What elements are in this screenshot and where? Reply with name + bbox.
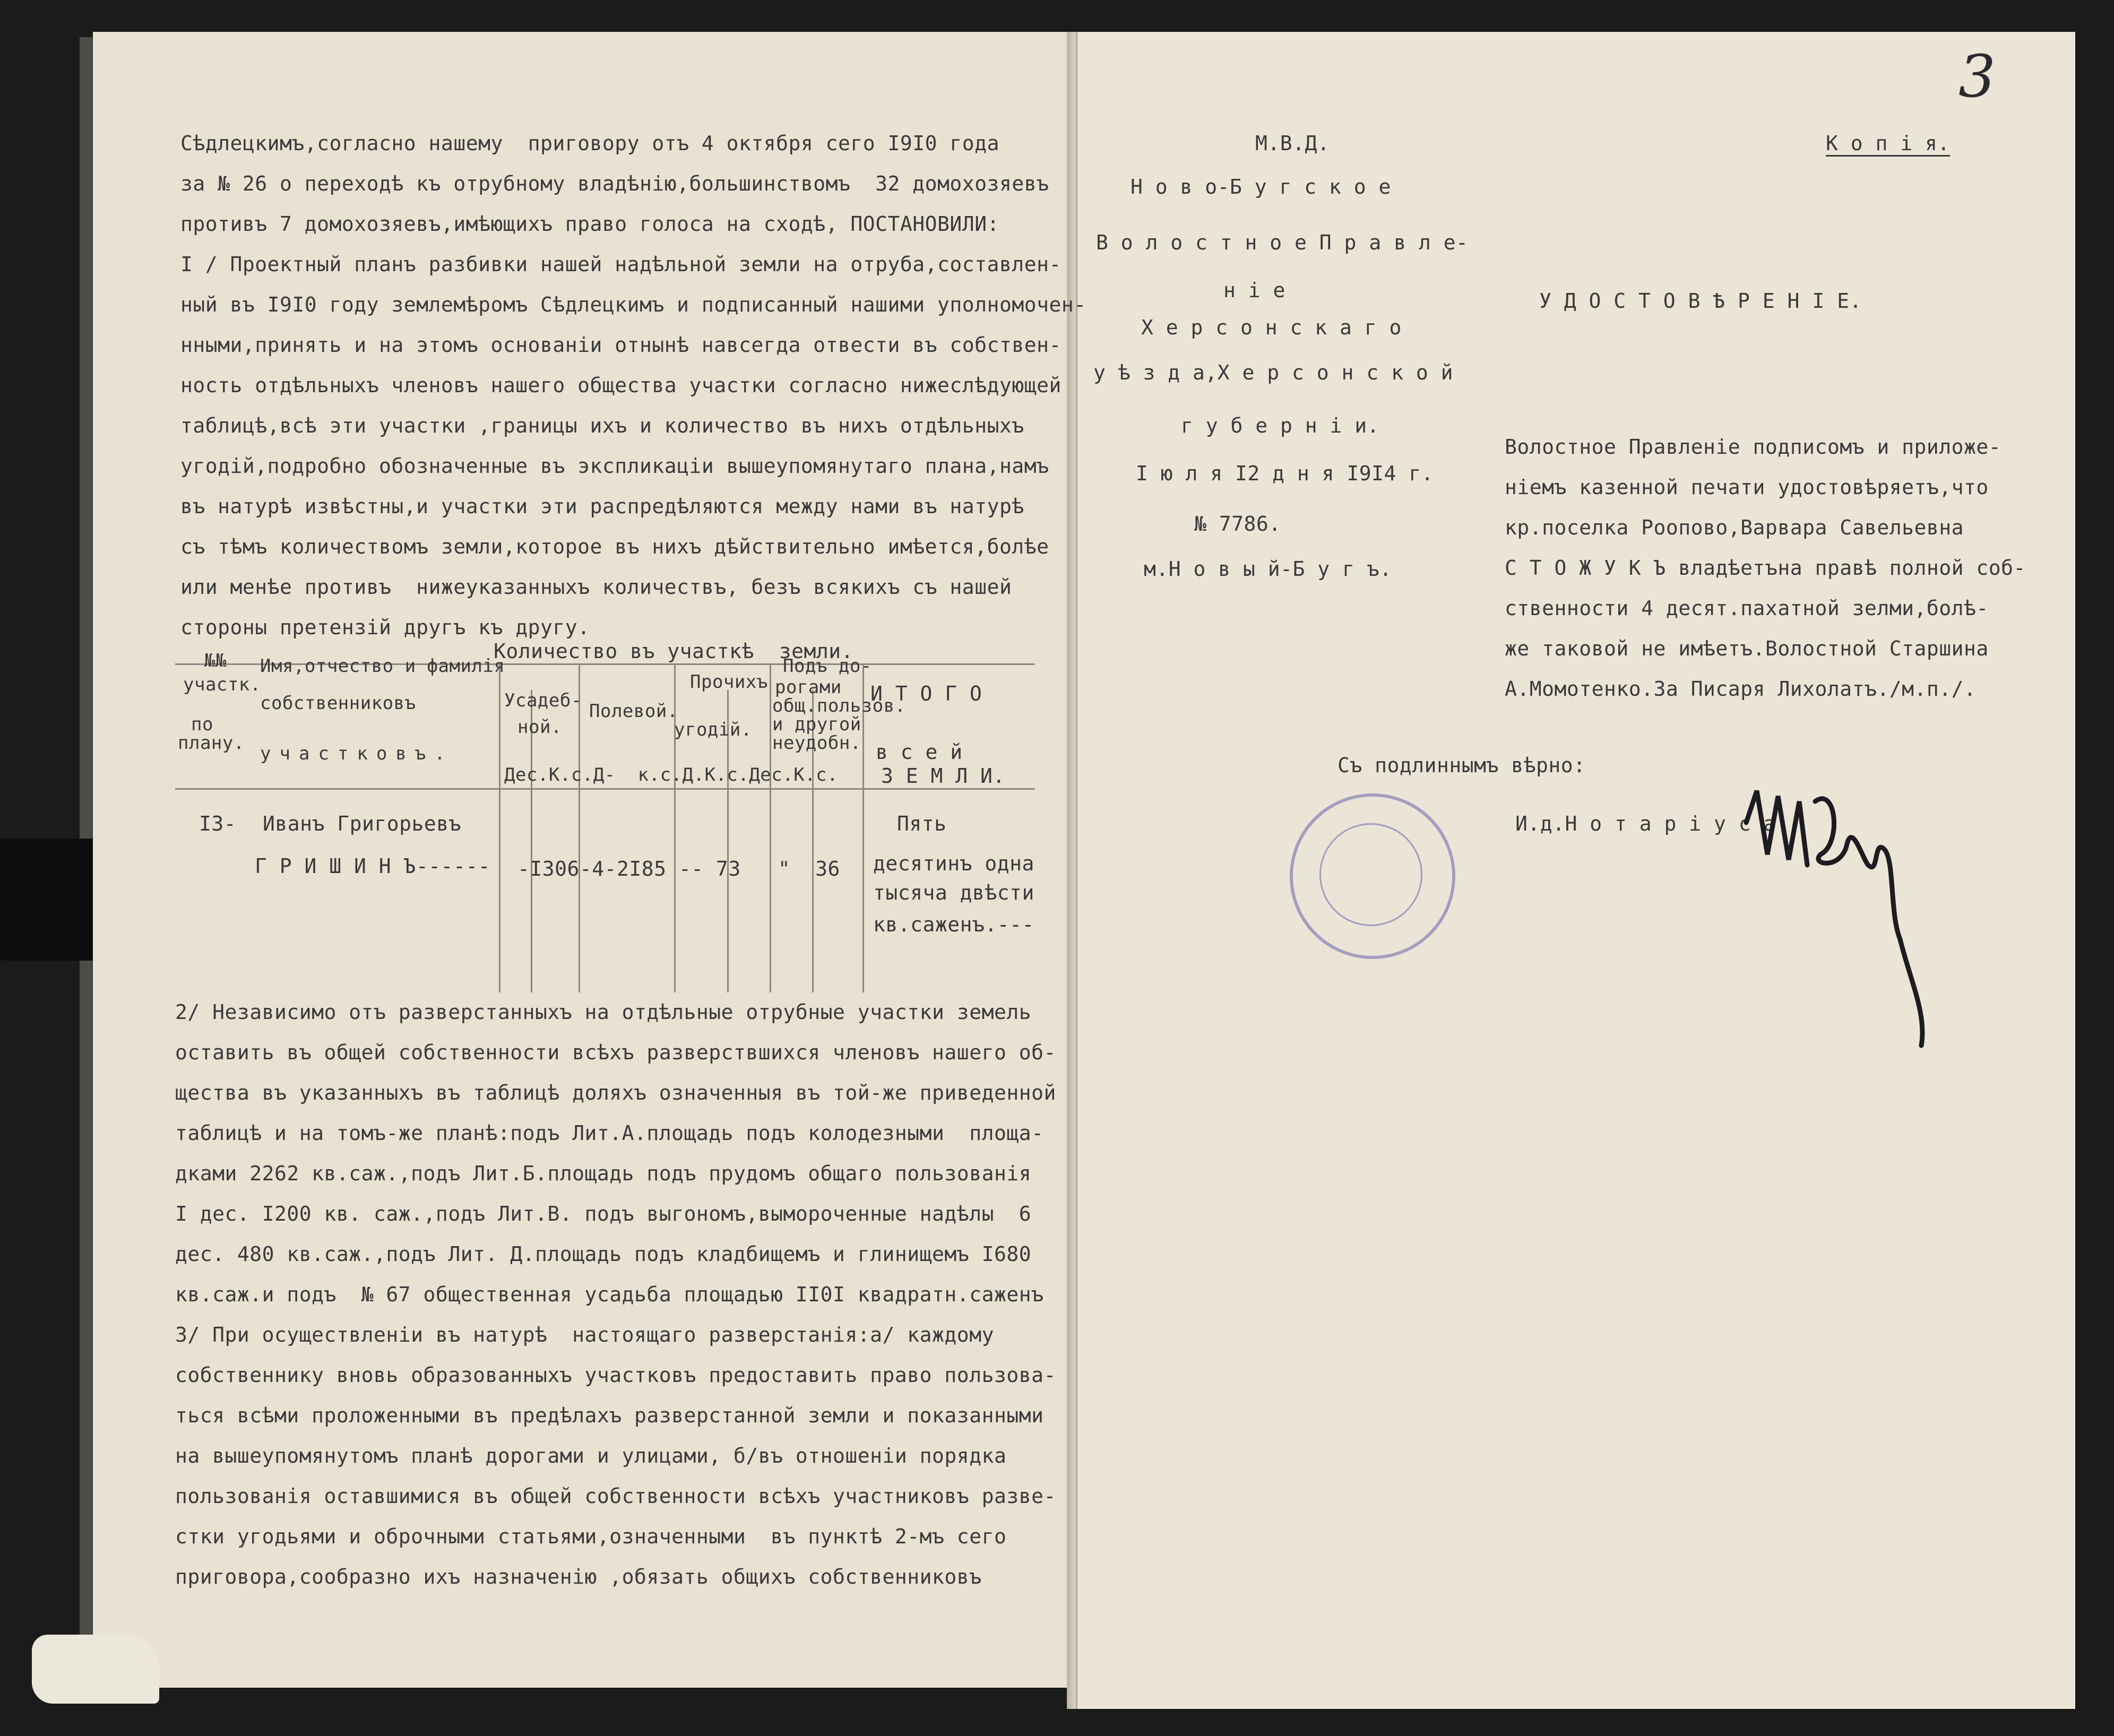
header-line-6: у ѣ з д а,Х е р с о н с к о й [1093, 361, 1453, 384]
text-line: I дес. I200 кв. саж.,подъ Лит.В. подъ выгономъ,вымороченные надѣлы 6 [175, 1202, 1032, 1225]
text-line: 2/ Независимо отъ разверстанныхъ на отдѣльные отрубные участки земель [175, 1000, 1032, 1024]
header-name-2: собственниковъ [260, 693, 416, 714]
header-dorog-4: и другой [772, 714, 861, 735]
header-no-2: участк. [183, 674, 261, 695]
text-line: угодiй,подробно обозначенные въ экспликацiи вышеупомянутаго плана,намъ [180, 454, 1049, 478]
official-seal-stamp [1290, 793, 1455, 959]
header-line-4: н i е [1223, 279, 1285, 302]
header-itogo-2: в с е й [876, 740, 963, 764]
header-no-4: плану. [178, 732, 245, 754]
text-line: приговора,сообразно ихъ назначенiю ,обязать общихъ собственниковъ [175, 1565, 982, 1588]
header-dorog-5: неудобн. [772, 732, 861, 754]
header-dorog-1: Подъ до- [783, 655, 872, 677]
header-dorog-3: общ.пользов. [772, 695, 906, 716]
text-line: дес. 480 кв.саж.,подъ Лит. Д.площадь подъ кладбищемъ и глинищемъ I680 [175, 1242, 1032, 1266]
text-line: собственнику вновь образованныхъ участковъ предоставить право пользова- [175, 1363, 1056, 1387]
notary-signature [1736, 780, 1932, 1056]
header-pol: Полевой. [589, 701, 678, 722]
header-line-2: Н о в о-Б у г с к о е [1131, 175, 1391, 198]
text-line: щества въ указанныхъ въ таблицѣ доляхъ означенныя въ той-же приведенной [175, 1081, 1056, 1104]
certificate-line: Волостное Правленiе подписомъ и приложе- [1505, 435, 2001, 459]
header-place: м.Н о в ы й-Б у г ъ. [1144, 557, 1392, 581]
text-line: въ натурѣ извѣстны,и участки эти распредѣляются между нами въ натурѣ [180, 495, 1024, 518]
copy-label: К о п i я. [1826, 132, 1950, 157]
header-proch-2: угодiй. [674, 719, 752, 740]
certificate-line: ственности 4 десят.пахатной зелми,болѣ- [1505, 597, 1989, 620]
ministry-header: М.В.Д. [1255, 132, 1330, 155]
row-owner-name: Иванъ Григорьевъ [263, 812, 462, 835]
certificate-line: А.Момотенко.За Писаря Лихолатъ./м.п./. [1505, 677, 1977, 701]
text-line: пользованiя оставшимися въ общей собственности всѣхъ участниковъ разве- [175, 1484, 1056, 1508]
text-line: стороны претензiй другъ къ другу. [180, 616, 590, 639]
header-itogo-3: З Е М Л И. [881, 764, 1005, 788]
certificate-line: кр.поселка Роопово,Варвара Савельевна [1505, 516, 1964, 539]
certificate-line: же таковой не имѣетъ.Волостной Старшина [1505, 637, 1989, 660]
text-line: ный въ I9I0 году землемѣромъ Сѣдлецкимъ и подписанный нашими уполномочен- [180, 293, 1086, 316]
text-line: I / Проектный планъ разбивки нашей надѣльной земли на отруба,составлен- [180, 253, 1062, 276]
row-total-1: Пять [897, 812, 947, 835]
certificate-line: нiемъ казенной печати удостовѣряетъ,что [1505, 476, 1989, 499]
text-line: съ тѣмъ количествомъ земли,которое въ нихъ дѣйствительно имѣется,болѣе [180, 535, 1049, 558]
header-dorog-2: рогами [775, 677, 842, 698]
page-number: 3 [1958, 42, 1996, 110]
header-date: I ю л я I2 д н я I9I4 г. [1136, 462, 1434, 485]
header-units: Дес.К.с.Д- к.с.Д.К.с.Дес.К.с. [504, 764, 839, 785]
header-usad-1: Усадеб- [504, 690, 582, 711]
text-line: за № 26 о переходѣ къ отрубному владѣнiю,большинствомъ 32 домохозяевъ [180, 172, 1049, 195]
header-name-1: Имя,отчество и фамилiя [260, 655, 505, 677]
text-line: таблицѣ,всѣ эти участки ,границы ихъ и количество въ нихъ отдѣльныхъ [180, 414, 1024, 437]
text-line: или менѣе противъ нижеуказанныхъ количествъ, безъ всякихъ съ нашей [180, 575, 1012, 599]
document-title: У Д О С Т О В Ѣ Р Е Н I Е. [1539, 289, 1862, 313]
text-line: стки угодьями и оброчными статьями,означенными въ пунктѣ 2-мъ сего [175, 1525, 1007, 1548]
row-total-2: десятинъ одна [873, 852, 1034, 875]
header-name-3: участковъ. [260, 743, 454, 764]
text-line: ность отдѣльныхъ членовъ нашего общества участки согласно нижеслѣдующей [180, 374, 1062, 397]
header-no-1: №№ [204, 650, 227, 671]
text-line: 3/ При осуществленiи въ натурѣ настоящаго разверстанiя:а/ каждому [175, 1323, 994, 1346]
certificate-line: С Т О Ж У К Ъ владѣетъна правѣ полной соб- [1505, 556, 2026, 580]
row-total-3: тысяча двѣсти [873, 881, 1034, 904]
text-line: дками 2262 кв.саж.,подъ Лит.Б.площадь подъ прудомъ общаго пользованiя [175, 1162, 1032, 1185]
text-line: кв.саж.и подъ № 67 общественная усадьба площадью II0I квадратн.саженъ [175, 1283, 1044, 1306]
text-line: оставить въ общей собственности всѣхъ разверствшихся членовъ нашего об- [175, 1041, 1056, 1064]
header-proch-1: Прочихъ [690, 671, 768, 693]
header-line-3: В о л о с т н о е П р а в л е- [1096, 231, 1469, 254]
header-usad-2: ной. [517, 716, 562, 738]
row-owner-surname: Г Р И Ш И Н Ъ------ [255, 854, 491, 878]
header-no-3: по [191, 714, 213, 735]
header-number: № 7786. [1194, 512, 1281, 536]
header-line-7: г у б е р н i и. [1181, 414, 1380, 437]
certified-true-copy: Съ подлиннымъ вѣрно: [1338, 754, 1586, 777]
table-title: Количество въ участкѣ земли. [494, 640, 853, 663]
header-itogo-1: И Т О Г О [870, 682, 982, 705]
row-values: -I306-4-2I85 -- 73 " 36 [517, 857, 840, 880]
text-line: нными,принять и на этомъ основанiи отнынѣ навсегда отвести въ собствен- [180, 333, 1062, 357]
row-total-4: кв.саженъ.--- [873, 913, 1034, 936]
header-line-5: Х е р с о н с к а г о [1141, 316, 1402, 339]
torn-paper-corner [32, 1635, 159, 1704]
text-line: Сѣдлецкимъ,согласно нашему приговору отъ 4 октября сего I9I0 года [180, 132, 999, 155]
text-line: на вышеупомянутомъ планѣ дорогами и улицами, б/въ отношенiи порядка [175, 1444, 1007, 1467]
text-line: ться всѣми проложенными въ предѣлахъ разверстанной земли и показанными [175, 1404, 1044, 1427]
row-plot-number: I3- [199, 812, 237, 835]
notary-label: И.д.Н о т а р i у с а [1515, 812, 1776, 835]
text-line: противъ 7 домохозяевъ,имѣющихъ право голоса на сходѣ, ПОСТАНОВИЛИ: [180, 212, 999, 236]
text-line: таблицѣ и на томъ-же планѣ:подъ Лит.А.площадь подъ колодезными площа- [175, 1121, 1044, 1145]
